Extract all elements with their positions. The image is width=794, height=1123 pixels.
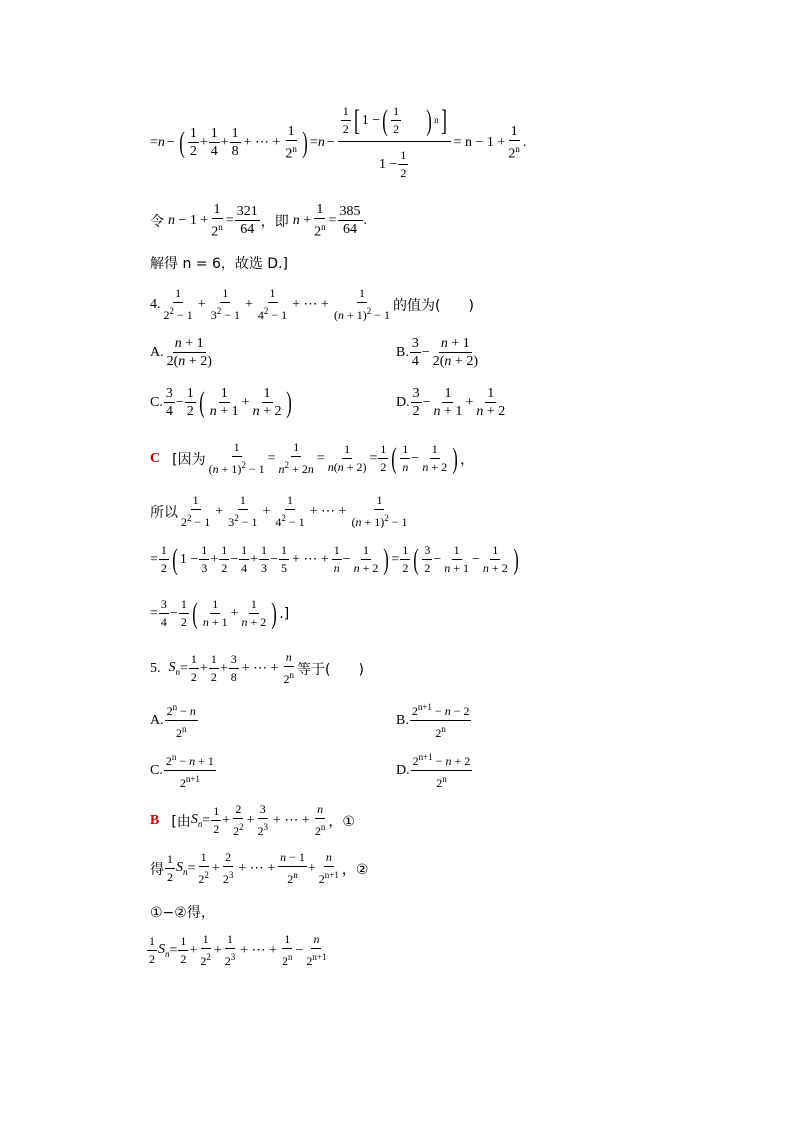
q5-option-b: B. $\frac{2^{n+1} - n - 2}{2^n}$: [396, 702, 470, 740]
line-3: 解得 n = 6，故选 D.]: [150, 256, 289, 272]
line-2: 令 n − 1 + $\frac{1}{2^n}$ = $\frac{321}{64}$ ，即 n + $\frac{1}{2^n}$ = $\frac{385}{64}$ .: [150, 202, 368, 240]
answer-5-line-4: $\frac{1}{2}$ $S_n$ = $\frac{1}{2}$ + $\frac{1}{2^2}$ + $\frac{1}{2^3}$ + ⋯ + $\frac{1}{2^n}$ − $\frac{n}{2^{n+1}}$: [149, 932, 327, 968]
big-fraction: $\frac{1}{2}$ [ 1 − ( $\frac{1}{2}$ ) n ] 1 − $\frac{1}{2}$: [338, 104, 451, 181]
q4-option-b: B. $\frac{3}{4}$ − $\frac{n + 1}{2(n + 2)}$: [396, 336, 478, 369]
q5-option-d: D. $\frac{2^{n+1} - n + 2}{2^n}$: [396, 752, 471, 790]
q4-option-d: D. $\frac{3}{2}$ − $\frac{1}{n + 1}$ + $\frac{1}{n + 2}$: [396, 386, 506, 419]
line-1: =n − ( $\frac{1}{2}$ + $\frac{1}{4}$ + $\frac{1}{8}$ + ⋯ + $\frac{1}{2^n}$ ) =n − $\frac{1}{2}$ [ 1 − ( $\frac{1}{2}$ ) n ] 1 − $\frac{1}{2}$ = n − 1 + $\frac{1}{2^n}$ .: [150, 103, 527, 180]
answer-4-line-4: = $\frac{3}{4}$ − $\frac{1}{2}$ ( $\frac{1}{n + 1}$ + $\frac{1}{n + 2}$ ) .]: [150, 596, 290, 630]
q5-option-c: C. $\frac{2^n - n + 1}{2^{n+1}}$: [150, 752, 214, 790]
q5-option-a: A. $\frac{2^n - n}{2^n}$: [150, 702, 196, 740]
question-4: 4. $\frac{1}{2^2 - 1}$ + $\frac{1}{3^2 - 1}$ + $\frac{1}{4^2 - 1}$ + ⋯ + $\frac{1}{(n + 1)^2 - 1}$ 的值为( ): [150, 286, 474, 322]
answer-4-line-2: 所以 $\frac{1}{2^2 - 1}$ + $\frac{1}{3^2 - 1}$ + $\frac{1}{4^2 - 1}$ + ⋯ + $\frac{1}{(n + 1)^2 - 1}$: [150, 493, 408, 529]
answer-5-line-2: 得 $\frac{1}{2}$ $S_n$ = $\frac{1}{2^2}$ + $\frac{2}{2^3}$ + ⋯ + $\frac{n - 1}{2^n}$ + $\frac{n}{2^{n+1}}$ ，②: [150, 850, 369, 886]
q4-option-c: C. $\frac{3}{4}$ − $\frac{1}{2}$ ( $\frac{1}{n + 1}$ + $\frac{1}{n + 2}$ ): [150, 385, 293, 419]
answer-4-line-3: = $\frac{1}{2}$ ( 1 − $\frac{1}{3}$ + $\frac{1}{2}$ − $\frac{1}{4}$ + $\frac{1}{3}$ − $\frac{1}{5}$ + ⋯ + $\frac{1}{n}$ − $\frac{1}{n + 2}$ ) = $\frac{1}{2}$ ( $\frac{3}{2}$ − $\frac{1}{n + 1}$ − $\frac{1}{n + 2}$ ): [150, 542, 519, 576]
answer-5-line-1: B [由 $S_n$ = $\frac{1}{2}$ + $\frac{2}{2^2}$ + $\frac{3}{2^3}$ + ⋯ + $\frac{n}{2^n}$ ，①: [150, 802, 355, 838]
question-5: 5. $S_n$ = $\frac{1}{2}$ + $\frac{1}{2}$ + $\frac{3}{8}$ + ⋯ + $\frac{n}{2^n}$ 等于( ): [150, 650, 364, 686]
answer-4-line-1: C [因为 $\frac{1}{(n + 1)^2 - 1}$ = $\frac{1}{n^2 + 2n}$ = $\frac{1}{n(n + 2)}$ = $\frac{1}{2}$ ( $\frac{1}{n}$ − $\frac{1}{n + 2}$ ) ，: [150, 440, 475, 476]
q4-option-a: A. $\frac{n + 1}{2(n + 2)}$: [150, 336, 212, 369]
answer-5-line-3: ①−②得，: [150, 905, 215, 921]
